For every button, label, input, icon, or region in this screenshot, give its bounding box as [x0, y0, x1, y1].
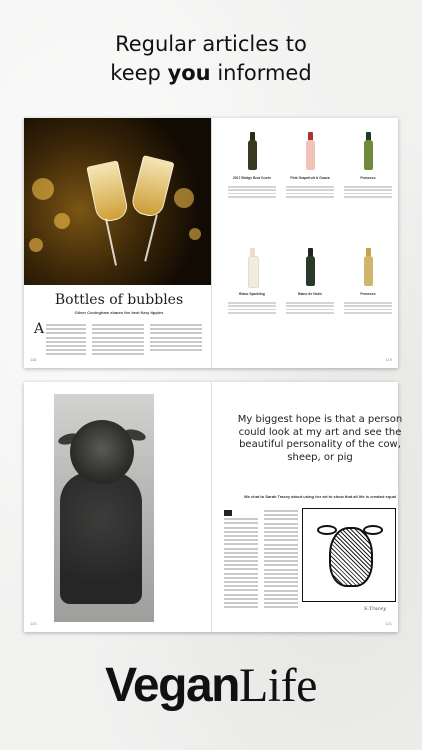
pull-quote: My biggest hope is that a person could look at my art and see the beautiful personality of the cow, sheep, or pig — [237, 414, 403, 463]
article-subhead: We chat to Sarah Tracey about using her art to show that all life is created equal — [244, 494, 396, 499]
drop-cap: A — [34, 321, 45, 337]
body-column-2 — [92, 324, 144, 358]
magazine-spread-art — [24, 382, 403, 632]
magazine-spread-bubbles: Bottles of bubbles Oliver Coningham shares the best fizzy tipples A 118 2017 Bridge Brut Cuvée Pink Grapefruit & Guava Prosecco Blanc Sparkling Blanc de Noirs Prosecco 119 — [24, 118, 398, 368]
promo-headline — [0, 30, 422, 88]
page-number-left: 118 — [30, 357, 37, 362]
lamb-body — [60, 472, 142, 604]
page-number-right: 119 — [385, 357, 392, 362]
headline-line-1: Regular articles to — [115, 32, 307, 56]
cow-horn-left — [317, 525, 337, 535]
bottle-image — [248, 256, 259, 288]
lamb-head — [70, 420, 134, 484]
artist-signature: S.Tracey — [364, 606, 387, 612]
body-column-1 — [46, 324, 86, 358]
headline-line-2: keep you informed — [110, 61, 312, 85]
cow-face — [329, 527, 373, 587]
page-fold — [211, 382, 212, 632]
champagne-glasses-photo — [24, 118, 211, 285]
body-column-3 — [150, 324, 202, 354]
article-byline: Oliver Coningham shares the best fizzy tipples — [74, 310, 164, 315]
vegan-life-logo: VeganLife — [105, 659, 317, 712]
bottle-image — [306, 140, 315, 170]
page-number-right: 121 — [385, 621, 392, 626]
bottle-image — [364, 140, 373, 170]
page-number-left: 120 — [30, 621, 37, 626]
body-column-1 — [224, 510, 258, 620]
bottle-image — [248, 140, 257, 170]
article-title: Bottles of bubbles — [54, 292, 184, 308]
page-fold — [211, 118, 212, 368]
cow-artwork — [302, 508, 396, 602]
body-column-2 — [264, 510, 298, 620]
bottle-image — [306, 256, 315, 286]
bottle-image — [364, 256, 373, 286]
